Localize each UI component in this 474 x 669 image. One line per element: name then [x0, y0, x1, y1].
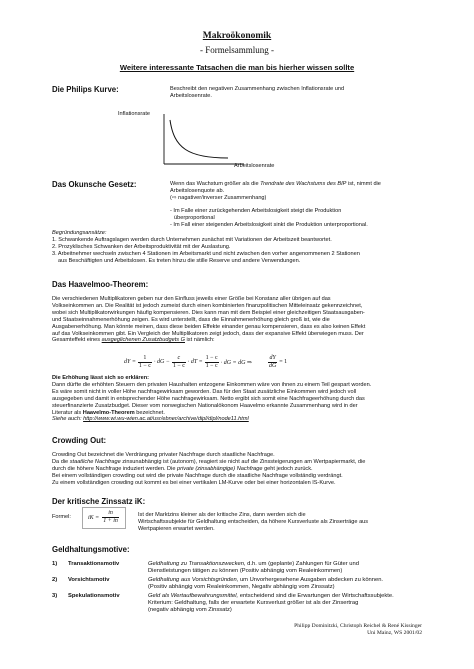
geld-item-l2: Dienstleistungen tätigen zu können (Positiv abhängig vom Realeinkommen): [148, 567, 343, 574]
geld-item-text: [148, 593, 442, 614]
okun-bullet-1: - Im Falle einer zurückgehenden Arbeitslosigkeit steigt die Produktion: [170, 207, 342, 214]
crowding-c4: Bei einem vollständigen crowding out wird die private Nachfrage durch die staatliche Nachfrage vollständig verdrängt.: [52, 472, 343, 479]
haavelmo-w5-post: bezeichnet.: [134, 409, 165, 416]
okun-reason-3a: 3. Arbeitnehmer wechseln zwischen 4 Stationen im Arbeitsmarkt und nicht zwischen den vorher angenommenen 2 Stationen: [52, 250, 360, 257]
okun-line-1-italic: Trendrate des Wachstums des BIP: [260, 181, 347, 187]
formula-frac-3-den: 1 − c: [205, 362, 218, 369]
formula-frac-4: [268, 355, 277, 370]
formula-frac-3: [205, 355, 219, 370]
okun-bullet-1b: überproportional: [174, 214, 215, 221]
okun-reasons-title: Begründungsansätze:: [52, 230, 107, 236]
crowding-c3-italic: private (zinsabhängige) Nachfrage: [177, 465, 263, 472]
haavelmo-w2: Es wäre somit nicht in voller Höhe nachfragewirksam geworden. Das für den Staat zusätzliche Einkommen wird jedoch voll: [52, 388, 357, 395]
okun-line-1-post: ist, nimmt die: [346, 181, 381, 187]
zins-formel-label: Formel:: [52, 514, 71, 520]
formula-mid-2: · dT =: [187, 359, 203, 365]
geld-item-l2: Kriterium: Geldhaltung, falls der erwartete Kursverlust größer ist als der Zinsertrag: [148, 599, 359, 606]
okun-reasons: [52, 230, 432, 265]
see-also-link[interactable]: http://www.wi.wu-wien.ac.at/usr/ebner/archive/dipl/dipl/node11.html: [83, 416, 249, 423]
haavelmo-p6: auf das Volkseinkommen gibt. Ein Vergleich der Multiplikatoren zeigt jedoch, dass der expansive Effekt überwiegen muss. Der: [52, 330, 364, 337]
philips-desc-line-1: Beschreibt den negativen Zusammenhang zwischen Inflationsrate und: [170, 86, 345, 92]
zins-heading: Der kritische Zinssatz iK:: [52, 497, 146, 506]
haavelmo-formula: [124, 352, 287, 372]
crowding-c3: [52, 466, 437, 473]
okun-description: [170, 181, 440, 228]
formula-frac-3-num: 1 − c: [205, 354, 218, 361]
crowding-heading: Crowding Out:: [52, 436, 107, 445]
okun-reason-1: 1. Schwankende Auftragslagen werden durch Unternehmen zunächst mit Variationen der Arbeitszeit beantwortet.: [52, 236, 332, 243]
geld-item-3: [52, 593, 442, 614]
okun-bullet-2: - Im Fall einer steigenden Arbeitslosigkeit sinkt die Produktion unterproportional.: [170, 221, 368, 228]
okun-line-1: [170, 181, 440, 188]
formula-frac-1-den: 1 − c: [138, 362, 151, 369]
okun-reason-2: 2. Prozyklisches Schwanken der Arbeitsproduktivität mit der Auslastung.: [52, 243, 231, 250]
geld-item-l1-italic: Geldhaltung zu Transaktionszwecken,: [148, 561, 246, 567]
geld-heading: Geldhaltungsmotive:: [52, 545, 130, 554]
haavelmo-p7-post: ist nämlich:: [185, 337, 215, 344]
okun-line-2: Arbeitslosenquote ab.: [170, 187, 225, 194]
geld-item-name: Transaktionsmotiv: [68, 561, 120, 567]
crowding-c2-italic: staatliche Nachfrage: [69, 458, 121, 465]
formula-frac-4-den: dG: [268, 362, 277, 369]
formula-lhs: dY =: [124, 359, 136, 365]
philips-desc-line-2: Arbeitslosenrate.: [170, 92, 212, 99]
philips-y-label: Inflationsrate: [118, 111, 151, 117]
haavelmo-p1: Die verschiedenen Multiplikatoren geben nur den Einfluss jeweils einer Größe bei Konstanz aller übrigen auf das: [52, 296, 331, 302]
crowding-c1: Crowding Out bezeichnet die Verdrängung privater Nachfrage durch staatliche Nachfrage.: [52, 452, 275, 458]
haavelmo-p7: [52, 337, 432, 344]
formula-mid-1: · dG −: [153, 359, 170, 365]
okun-line-3: (⇨ nagativer/inverser Zusammenhang): [170, 194, 267, 201]
formula-tail: = 1: [279, 359, 288, 365]
geld-item-num: 3): [52, 593, 58, 599]
formula-frac-4-num: dY: [269, 354, 276, 361]
geld-item-2: [52, 577, 442, 591]
formula-frac-2-den: 1 − c: [172, 362, 185, 369]
geld-item-1: [52, 561, 442, 575]
haavelmo-p7-pre: Gesamteffekt eines: [52, 337, 102, 344]
zins-formula-den: 1 + in: [103, 518, 118, 524]
crowding-paragraph: [52, 452, 437, 487]
crowding-c3-pre: durch die höhere Nachfrage induziert werden. Die: [52, 465, 177, 472]
zins-d2: Wirtschaftssubjekte für Geldhaltung entscheiden, da höhere Kursverluste als Zinserträge aus: [138, 518, 369, 525]
haavelmo-p5: Ausgabenerhöhung. Man könnte meinen, dass diese beiden Effekte einander genau kompensieren, dass es also keinen Effekt: [52, 323, 366, 330]
geld-item-l1: d.h. um (geplante) Zahlungen für Güter und: [245, 561, 359, 567]
formula-mid-3: · dG = dG ⇒: [220, 359, 252, 366]
haavelmo-p4: und Staatseinnahmenerhöhung zeigen. Es wird unterstellt, dass die Einnahmenerhöhung gleich groß ist, wie die: [52, 316, 330, 323]
haavelmo-see-also: [52, 416, 437, 423]
zins-description: [138, 512, 438, 533]
zins-d3: Wertpapieren erwartet werden.: [138, 525, 215, 532]
formula-frac-1: [138, 355, 152, 370]
philips-curve: [170, 120, 228, 158]
haavelmo-w4: steuerfinanzierte Zusatzbudget. Dieser vom norwegischen Nationalökonom Haavelmo erkannte Zusammenhang wird in der: [52, 402, 358, 409]
see-also-label: Siehe auch:: [52, 416, 84, 423]
geld-item-l1-italic: Geldhaltung aus Vorsichtsgründen,: [148, 577, 239, 583]
haavelmo-w5: [52, 410, 437, 417]
okun-line-1-pre: Wenn das Wachstum größer als die: [170, 181, 261, 187]
haavelmo-w3: ausgegeben und damit in entsprechender Höhe nachfragewirksam. Netto ergibt sich somit eine Nachfrageerhöhung durch das: [52, 395, 365, 402]
philips-x-label: Arbeitslosenrate: [234, 163, 275, 169]
haavelmo-w5-pre: Literatur als: [52, 409, 83, 416]
philips-description: [170, 86, 430, 100]
haavelmo-p2: Volkseinkommen an. Die Realität ist jedoch zumeist durch einen kombinierten finanzpolitischen Mitteleinsatz gekennzeichnet,: [52, 302, 363, 309]
footer-university: Uni Mainz, WS 2001/02: [367, 630, 422, 636]
geld-item-name: Spekulationsmotiv: [68, 593, 120, 599]
philips-heading: Die Philips Kurve:: [52, 85, 119, 94]
geld-item-num: 2): [52, 577, 58, 583]
crowding-c3-post: geht jedoch zurück.: [262, 465, 313, 472]
haavelmo-why: Die Erhöhung lässt sich so erklären:: [52, 375, 149, 381]
formula-frac-2-num: c: [177, 354, 181, 361]
geld-item-text: [148, 561, 442, 575]
zins-d1: Ist der Marktzins kleiner als der kritische Zins, dann werden sich die: [138, 512, 306, 518]
okun-heading: Das Okunsche Gesetz:: [52, 180, 137, 189]
haavelmo-w1: Dann dürfte die erhöhten Steuern den privaten Haushalten entzogene Einkommen wäre von ihnen zu einem Teil gespart worden.: [52, 381, 372, 388]
haavelmo-explanation: [52, 375, 437, 423]
formula-frac-1-num: 1: [143, 354, 147, 361]
page-subtitle: - Formelsammlung -: [200, 45, 274, 55]
geld-item-l1: entscheidend sind die Erwartungen der Wirtschaftssubjekte.: [238, 593, 394, 599]
geld-item-name: Vorsichtsmotiv: [68, 577, 110, 583]
page-tagline: Weitere interessante Tatsachen die man bis hierher wissen sollte: [119, 63, 355, 72]
haavelmo-w5-bold: Haavelmo-Theorem: [82, 409, 135, 416]
zins-formula-lhs: iK =: [88, 514, 100, 521]
footer: [294, 623, 422, 637]
zins-formula-num: in: [108, 510, 113, 516]
geld-item-text: [148, 577, 442, 591]
geld-item-l1: um Unvorhergesehene Ausgaben abdecken zu können.: [238, 577, 384, 583]
crowding-c5: Zu einem vollständigen crowding out kommt es bei einer vertikalen LM-Kurve oder bei einer horizontalen IS-Kurve.: [52, 479, 336, 486]
haavelmo-heading: Das Haavelmoo-Theorem:: [52, 280, 149, 289]
geld-item-l3: (negativ abhängig vom Zinssatz): [148, 606, 232, 613]
okun-reason-3b: aus Beschäftigten und Arbeitslosen. Es treten hinzu die stille Reserve und andere Verwendungen.: [58, 257, 301, 264]
haavelmo-p3: wobei sich Multiplikatorwirkungen häufig kompensieren. Dies kann man mit dem Beispiel einer gleichzeitigen Staatsausgaben-: [52, 309, 365, 316]
geld-item-l1-italic: Geld als Wertaufbewahrungsmittel,: [148, 593, 239, 599]
crowding-c2: [52, 459, 437, 466]
geld-item-l2: (Positiv abhängig vom Realeinkommen, Negativ abhängig vom Zinssatz): [148, 583, 335, 590]
haavelmo-p7-underlined: ausgeglichenen Zusatzbudgets G: [101, 337, 185, 344]
crowding-c2-pre: Da die: [52, 458, 70, 465]
crowding-c2-post: zinsunabhängig ist (autonom), reagiert sie nicht auf die Zinssteigerungen am Wertpapiermarkt, die: [120, 458, 366, 465]
geld-item-num: 1): [52, 561, 58, 567]
formula-frac-2: [172, 355, 186, 370]
page-title: Makroökonomik: [202, 31, 272, 41]
footer-authors: Philipp Dominitzki, Christoph Reichel & René Kissinger: [294, 623, 422, 629]
zins-formula-box-rect: [83, 508, 126, 529]
zins-formula-box: [82, 507, 126, 529]
haavelmo-paragraph: [52, 296, 432, 344]
